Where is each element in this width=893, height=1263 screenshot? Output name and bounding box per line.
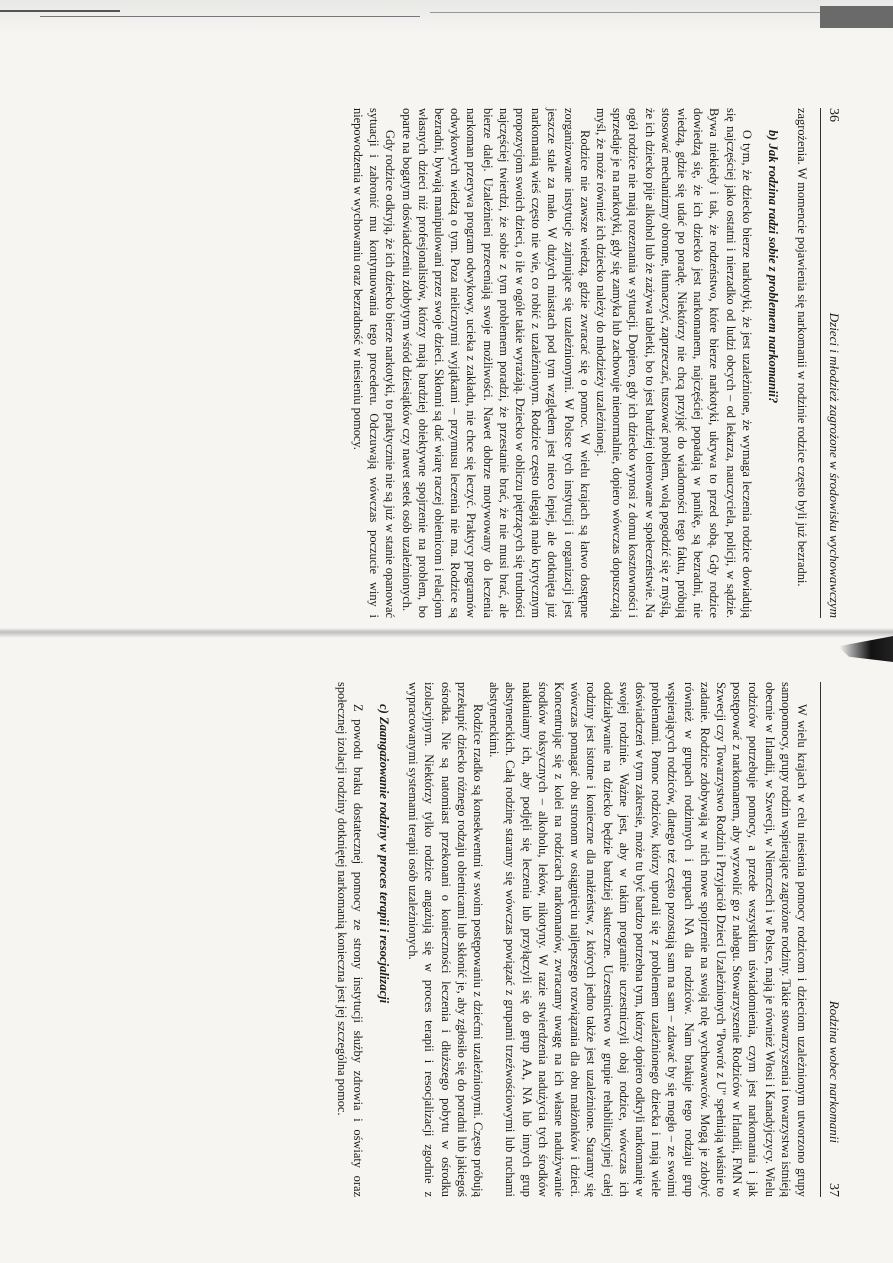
paragraph: Z powodu braku dostatecznej pomocy ze strony instytucji służby zdrowia i oświaty oraz społecznej izolacji rodziny dotkniętej narkomanią konieczna jest jej szczególna pomoc.: [334, 682, 365, 1197]
page-number: 37: [826, 1183, 841, 1197]
page-36: [52, 108, 842, 618]
paragraph: O tym, że dziecko bierze narkotyki, że jest uzależnione, że wymaga leczenia rodzice dowiadują się najczęściej jako ostatni i nierzadko od ludzi obcych – od lekarza, nauczyciela, policji, w sądzie. Bywa niekiedy i tak, że rodzeństwo, które bierze narkotyki, ukrywa to przed sobą. Gdy rodzice dowiedzą się, że ich dziecko jest narkomanem, najczęściej popadają w panikę, są bezradni, nie wiedzą, gdzie się udać po poradę. Niektórzy nie chcą przyjąć do wiadomości tego faktu, próbują stosować mechanizmy obronne, tłumaczyć, zaprzeczać, tuszować problem, wolą pogodzić się z myślą, że ich dziecko pije alkohol lub że zażywa tabletki, bo to jest bardziej tolerowane w społeczeństwie. Na ogół rodzice nie mają rozeznania w sytuacji. Dopiero, gdy ich dziecko wynosi z domu kosztowności i sprzedaje je na narkotyki, gdy się zamyka lub zachowuje nienormalnie, dopiero wówczas dopuszczają myśl, że może również ich dziecko należy do młodzieży uzależnionej.: [593, 108, 754, 618]
paragraph: Rodzice nie zawsze wiedzą, gdzie zwracać się o pomoc. W wielu krajach są łatwo dostępne zorganizowane instytucje zajmujące się uzależnionymi. W Polsce tych instytucji i organizacji jest jeszcze stale za mało. W dużych miastach pod tym względem jest nieco lepiej, ale dotknięta już narkomanią wieś często nie wie, co robić z uzależnionym. Rodzice często ulegają mało krytycznym propozycjom swoich dzieci, o ile w ogóle takie wyrażają. Dziecko w obliczu piętrzących się trudności najczęściej twierdzi, że sobie z tym problemem poradzi, że przestanie brać, że nie musi brać, ale bierze dalej. Uzależnieni przeceniają swoje możliwości. Nawet dobrze motywowany do leczenia narkoman przerywa program odwykowy, ucieka z zakładu, nie chce się leczyć. Praktycy programów odwykowych wiedzą o tym. Poza nielicznymi wyjątkami – przymusu leczenia nie ma. Rodzice są bezradni, bywają manipulowani przez swoje dzieci. Skłonni są dać wiarę raczej obietnicom i relacjom własnych dzieci niż profesjonalistów, którzy mają bardziej obiektywne spojrzenie na problem, bo oparte na bogatym doświadczeniu zdobytym wśród dziesiątków czy nawet setek osób uzależnionych.: [399, 108, 592, 618]
paragraph: Gdy rodzice odkryją, że ich dziecko bierze narkotyki, to praktycznie nie są już w stanie opanować sytuacji i zabronić mu kontynuowania tego procederu. Odczuwają wówczas poczucie winy i niepowodzenia w wychowaniu oraz bezradność w niesieniu pomocy.: [350, 108, 398, 618]
paragraph: zagrożenia. W momencie pojawienia się narkomanii w rodzinie rodzice często byli już bezradni.: [795, 108, 809, 587]
section-title: b) Jak rodzina radzi sobie z problemem narkomanii?: [765, 130, 780, 404]
page-37-header: [820, 682, 842, 1197]
fold-shadow: [838, 636, 893, 662]
page-37: [52, 682, 842, 1197]
running-head: Dzieci i młodzież zagrożone w środowisku wychowawczym: [827, 312, 842, 618]
section-title: c) Zaangażowanie rodziny w proces terapii i resocjalizacji: [376, 704, 391, 1004]
page-fold: [0, 628, 893, 638]
page-36-header: [820, 108, 842, 618]
paragraph: Rodzice rzadko są konsekwentni w swoim postępowaniu z dziećmi uzależnionymi. Często próbują przekupić dziecko różnego rodzaju obietnicami lub skłonić je, aby zgłosiło się do poradni lub jakiegoś ośrodka. Nie są natomiast przekonani o konieczności leczenia i dłuższego pobytu w ośrodku izolacyjnym. Niektórzy tylko rodzice angażują się w proces terapii i resocjalizacji zgodnie z wypracowanymi systemami terapii osób uzależnionych.: [406, 682, 485, 1197]
paragraph: W wielu krajach w celu niesienia pomocy rodzicom i dzieciom uzależnionym utworzono grupy samopomocy, grupy rodzin wspierające zagrożone rodziny. Takie stowarzyszenia i towarzystwa istnieją obecnie w Irlandii, w Szwecji, w Niemczech i w Polsce, mają je również Włosi i Kanadyjczycy. Wielu rodziców potrzebuje pomocy, a przede wszystkim uświadomienia, czym jest narkomania i jak postępować z narkomanem, aby wyzwolić go z nałogu. Stowarzyszenie Rodziców w Irlandii, FMN w Szwecji czy Towarzystwo Rodzin i Przyjaciół Dzieci Uzależnionych "Powrót z U" spełniają właśnie to zadanie. Rodzice zdobywają w nich nowe spojrzenie na swoją rolę wychowawców. Mogą je zdobyć również w grupach rodzinnych i grupach NA dla rodziców. Nam brakuje tego rodzaju grup wspierających rodziców, dlatego też często pozostają sam na sam – zdawać by się mogło – ze swoimi problemami. Pomoc rodziców, którzy uporali się z problemem uzależnionego dziecka i mają wiele doświadczeń w tym zakresie, może tu być bardzo potrzebna tym, którzy dopiero odkryli narkomanię w swojej rodzinie. Ważne jest, aby w takim programie uczestniczyli obaj rodzice, wówczas ich oddziaływanie na dziecko będzie bardziej skuteczne. Uczestnictwo w grupie rehabilitacyjnej całej rodziny jest istotne i konieczne dla małżeństw, z których jedno także jest uzależnione. Staramy się wówczas pomagać obu stronom w osiągnięciu najlepszego rozwiązania dla obu małżonków i dzieci. Koncentrując się z kolei na rodzicach narkomanów, zwracamy uwagę na ich własne nadużywanie środków toksycznych – alkoholu, leków, nikotyny. W razie stwierdzenia nadużycia tych środków nakłaniamy ich, aby podjęli się leczenia lub przyłączyli się do grup AA, NA lub innych grup abstynenckich. Całą rodzinę staramy się wówczas powiązać z grupami trzeźwościowymi lub ruchami abstynenckimi.: [487, 682, 809, 1197]
running-head: Rodzina wobec narkomanii: [827, 1000, 842, 1143]
page-number: 36: [826, 108, 841, 122]
scan-artifact: [0, 0, 893, 34]
